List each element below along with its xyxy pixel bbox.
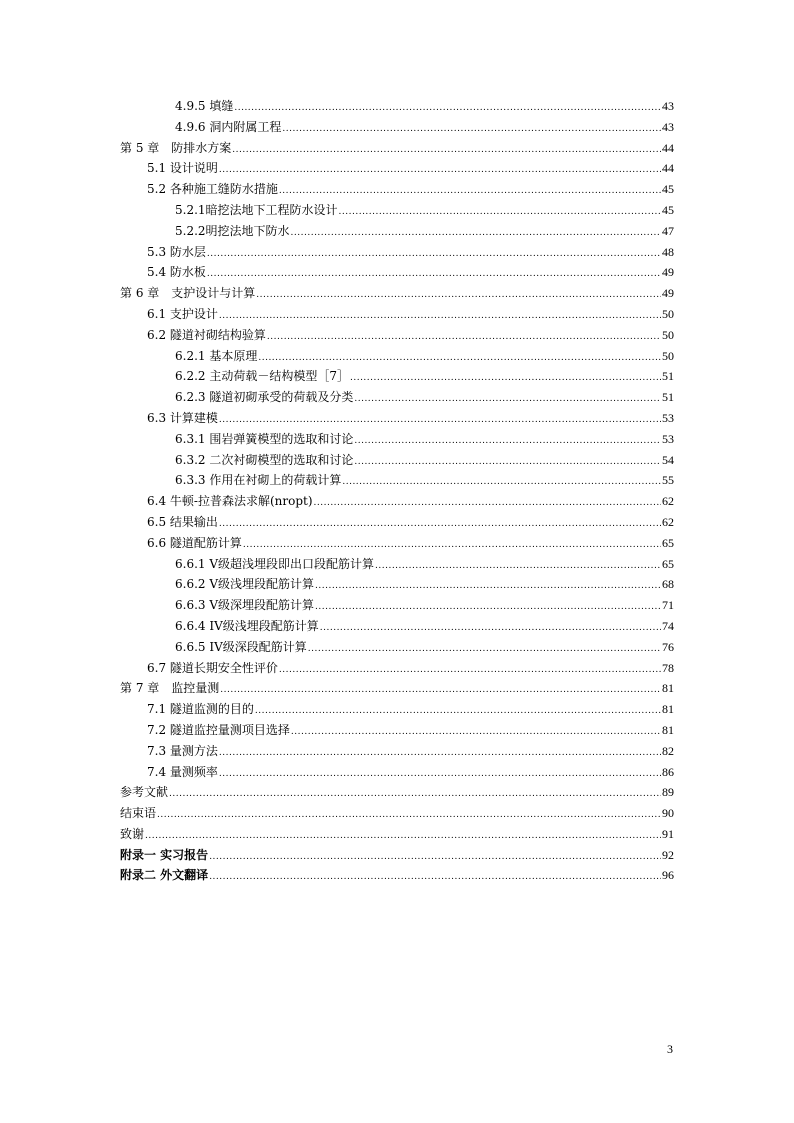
toc-entry-title: 第 5 章 防排水方案 <box>120 140 232 155</box>
toc-entry-title: 6.2 隧道衬砌结构验算 <box>147 327 266 342</box>
toc-entry-page-number: 89 <box>662 785 674 800</box>
toc-entry[interactable] <box>120 803 674 824</box>
toc-entry[interactable] <box>120 678 674 699</box>
toc-entry[interactable] <box>120 574 674 595</box>
toc-dot-leader <box>219 160 661 181</box>
toc-dot-leader <box>342 472 661 493</box>
toc-entry-title: 5.2.2明挖法地下防水 <box>175 223 290 238</box>
toc-entry-title: 6.6 隧道配筋计算 <box>147 535 242 550</box>
toc-dot-leader <box>219 743 661 764</box>
toc-entry-title: 结束语 <box>120 806 157 821</box>
toc-dot-leader <box>354 389 661 410</box>
page-number: 3 <box>667 1042 673 1056</box>
toc-entry[interactable] <box>120 450 674 471</box>
toc-entry[interactable] <box>120 782 674 803</box>
toc-entry-page-number: 44 <box>662 161 674 176</box>
toc-entry-title: 6.6.3 V级深埋段配筋计算 <box>175 598 315 613</box>
toc-entry-title: 附录一 实习报告 <box>120 847 209 862</box>
toc-dot-leader <box>354 452 661 473</box>
toc-entry[interactable] <box>120 845 674 866</box>
toc-dot-leader <box>315 597 661 618</box>
toc-dot-leader <box>375 556 661 577</box>
toc-entry-title: 6.1 支护设计 <box>147 306 218 321</box>
toc-entry-title: 6.6.4 IV级浅埋段配筋计算 <box>175 618 319 633</box>
toc-entry[interactable] <box>120 699 674 720</box>
toc-dot-leader <box>169 784 661 805</box>
toc-entry-page-number: 74 <box>662 618 674 633</box>
toc-dot-leader <box>255 701 661 722</box>
toc-entry[interactable] <box>120 491 674 512</box>
toc-entry-page-number: 65 <box>662 556 674 571</box>
toc-entry-title: 4.9.5 填缝 <box>175 99 234 113</box>
toc-entry[interactable] <box>120 325 674 346</box>
toc-entry[interactable] <box>120 96 674 117</box>
toc-entry-title: 6.2.1 基本原理 <box>175 348 258 363</box>
toc-dot-leader <box>207 244 661 265</box>
toc-entry-page-number: 71 <box>662 598 674 613</box>
toc-dot-leader <box>315 576 661 597</box>
toc-entry[interactable] <box>120 720 674 741</box>
toc-entry-page-number: 55 <box>662 473 674 488</box>
toc-entry-title: 7.3 量测方法 <box>147 743 218 758</box>
table-of-contents <box>120 96 674 886</box>
toc-entry[interactable] <box>120 637 674 658</box>
toc-entry-page-number: 68 <box>662 577 674 592</box>
toc-entry-title: 6.4 牛顿-拉普森法求解(nropt) <box>147 494 313 509</box>
toc-entry[interactable] <box>120 554 674 575</box>
toc-entry-page-number: 62 <box>662 514 674 529</box>
toc-entry-page-number: 51 <box>662 369 674 384</box>
toc-entry-page-number: 81 <box>662 702 674 717</box>
toc-entry-page-number: 76 <box>662 639 674 654</box>
toc-dot-leader <box>267 327 661 348</box>
toc-entry[interactable] <box>120 762 674 783</box>
toc-entry-title: 5.2 各种施工缝防水措施 <box>147 182 278 197</box>
toc-entry[interactable] <box>120 221 674 242</box>
toc-entry-title: 7.2 隧道监控量测项目选择 <box>147 722 290 737</box>
toc-entry[interactable] <box>120 470 674 491</box>
toc-entry-page-number: 65 <box>662 535 674 550</box>
toc-dot-leader <box>219 764 661 785</box>
toc-entry[interactable] <box>120 304 674 325</box>
toc-entry[interactable] <box>120 658 674 679</box>
toc-entry-page-number: 92 <box>662 847 674 862</box>
toc-entry-page-number: 47 <box>662 223 674 238</box>
toc-dot-leader <box>258 348 661 369</box>
toc-dot-leader <box>243 535 661 556</box>
toc-entry-title: 6.7 隧道长期安全性评价 <box>147 660 278 675</box>
toc-entry-title: 参考文献 <box>120 785 169 800</box>
toc-entry-page-number: 50 <box>662 327 674 342</box>
toc-entry-page-number: 53 <box>662 410 674 425</box>
toc-dot-leader <box>279 181 661 202</box>
toc-dot-leader <box>209 847 661 868</box>
toc-entry-title: 第 6 章 支护设计与计算 <box>120 286 256 301</box>
toc-entry[interactable] <box>120 200 674 221</box>
toc-dot-leader <box>145 826 661 847</box>
toc-entry[interactable] <box>120 387 674 408</box>
toc-entry[interactable] <box>120 138 674 159</box>
toc-entry-title: 6.6.1 V级超浅埋段即出口段配筋计算 <box>175 556 375 571</box>
toc-dot-leader <box>339 202 661 223</box>
toc-entry-title: 第 7 章 监控量测 <box>120 681 220 696</box>
toc-entry-title: 致谢 <box>120 826 145 841</box>
toc-entry[interactable] <box>120 346 674 367</box>
toc-entry[interactable] <box>120 366 674 387</box>
toc-dot-leader <box>232 140 661 161</box>
toc-entry-page-number: 82 <box>662 743 674 758</box>
toc-entry[interactable] <box>120 533 674 554</box>
toc-entry-page-number: 45 <box>662 202 674 217</box>
toc-dot-leader <box>320 618 661 639</box>
toc-entry-page-number: 49 <box>662 265 674 280</box>
toc-dot-leader <box>234 98 661 119</box>
toc-entry-title: 6.3.2 二次衬砌模型的选取和讨论 <box>175 452 354 467</box>
toc-entry[interactable] <box>120 242 674 263</box>
toc-entry-page-number: 90 <box>662 806 674 821</box>
toc-dot-leader <box>220 680 661 701</box>
toc-entry[interactable] <box>120 158 674 179</box>
toc-entry[interactable] <box>120 117 674 138</box>
toc-entry-page-number: 50 <box>662 306 674 321</box>
toc-entry[interactable] <box>120 408 674 429</box>
toc-entry-title: 6.3.1 围岩弹簧模型的选取和讨论 <box>175 431 354 446</box>
toc-dot-leader <box>219 410 661 431</box>
toc-entry-page-number: 62 <box>662 494 674 509</box>
toc-entry-page-number: 96 <box>662 868 674 883</box>
toc-entry-page-number: 91 <box>662 826 674 841</box>
toc-entry-title: 附录二 外文翻译 <box>120 868 209 883</box>
toc-entry-page-number: 44 <box>662 140 674 155</box>
toc-dot-leader <box>207 264 661 285</box>
toc-entry[interactable] <box>120 616 674 637</box>
toc-entry-title: 6.3 计算建模 <box>147 410 218 425</box>
toc-entry[interactable] <box>120 262 674 283</box>
toc-entry-page-number: 54 <box>662 452 674 467</box>
toc-entry[interactable] <box>120 741 674 762</box>
toc-dot-leader <box>291 722 661 743</box>
toc-entry-title: 6.6.5 IV级深段配筋计算 <box>175 639 307 654</box>
toc-entry[interactable] <box>120 865 674 886</box>
toc-entry-page-number: 53 <box>662 431 674 446</box>
toc-entry-title: 6.5 结果输出 <box>147 514 218 529</box>
toc-entry[interactable] <box>120 512 674 533</box>
toc-dot-leader <box>350 368 661 389</box>
toc-dot-leader <box>354 431 661 452</box>
toc-dot-leader <box>279 660 661 681</box>
toc-entry[interactable] <box>120 179 674 200</box>
toc-entry-title: 5.1 设计说明 <box>147 161 218 176</box>
toc-entry[interactable] <box>120 824 674 845</box>
toc-entry-title: 5.4 防水板 <box>147 265 206 280</box>
toc-dot-leader <box>282 119 661 140</box>
toc-entry-page-number: 43 <box>662 99 674 113</box>
toc-entry-title: 7.1 隧道监测的目的 <box>147 702 254 717</box>
toc-entry-page-number: 51 <box>662 390 674 405</box>
toc-dot-leader <box>256 285 661 306</box>
toc-entry-page-number: 81 <box>662 722 674 737</box>
toc-entry-page-number: 81 <box>662 681 674 696</box>
toc-entry-title: 7.4 量测频率 <box>147 764 218 779</box>
toc-entry-page-number: 50 <box>662 348 674 363</box>
toc-entry-title: 4.9.6 洞内附属工程 <box>175 119 282 134</box>
toc-entry-page-number: 48 <box>662 244 674 259</box>
toc-entry-page-number: 43 <box>662 119 674 134</box>
toc-dot-leader <box>157 805 661 826</box>
toc-entry-title: 5.3 防水层 <box>147 244 206 259</box>
toc-dot-leader <box>314 493 661 514</box>
toc-entry-page-number: 78 <box>662 660 674 675</box>
toc-entry[interactable] <box>120 283 674 304</box>
toc-dot-leader <box>291 223 661 244</box>
toc-entry-title: 6.3.3 作用在衬砌上的荷载计算 <box>175 473 342 488</box>
toc-dot-leader <box>209 867 661 888</box>
toc-entry-title: 6.2.3 隧道初砌承受的荷载及分类 <box>175 390 354 405</box>
toc-entry-page-number: 49 <box>662 286 674 301</box>
toc-entry-title: 6.6.2 V级浅埋段配筋计算 <box>175 577 315 592</box>
toc-entry-page-number: 45 <box>662 182 674 197</box>
toc-dot-leader <box>219 514 661 535</box>
toc-dot-leader <box>308 639 661 660</box>
toc-entry-page-number: 86 <box>662 764 674 779</box>
toc-entry-title: 5.2.1暗挖法地下工程防水设计 <box>175 202 338 217</box>
toc-entry-title: 6.2.2 主动荷载－结构模型［7］ <box>175 369 349 384</box>
toc-entry[interactable] <box>120 429 674 450</box>
toc-entry[interactable] <box>120 595 674 616</box>
toc-dot-leader <box>219 306 661 327</box>
